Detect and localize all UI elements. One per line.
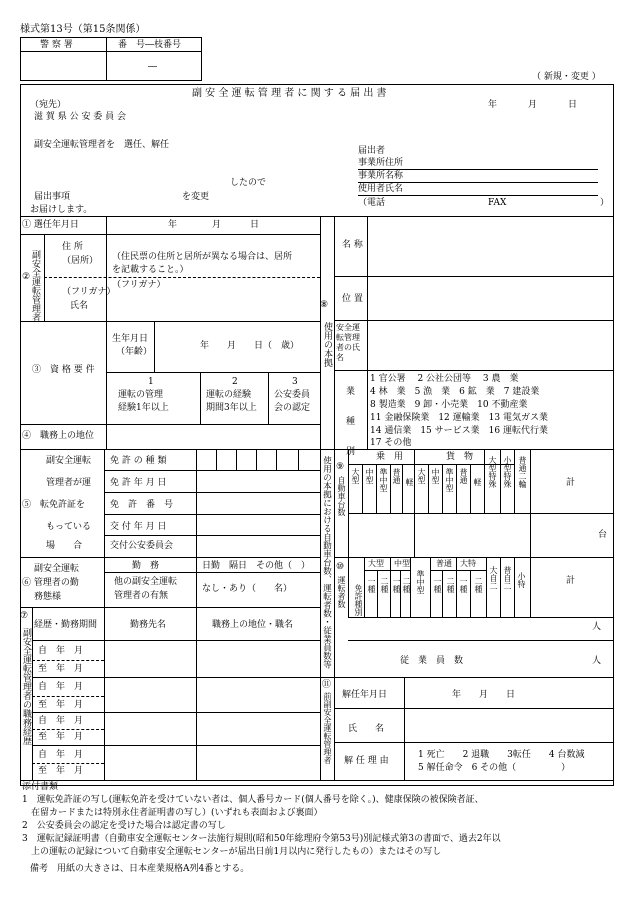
- s8-industry-line2: 4 林 業 5 漁 業 6 鉱 業 7 建設業: [370, 387, 540, 397]
- s7-r4-to: 至 年 月: [38, 766, 84, 776]
- attach-line2: 在留カードまたは特別永住者証明書の写し）(いずれも表面および裏面）: [22, 808, 323, 818]
- s9-col-passenger-light: 軽: [405, 478, 414, 486]
- s9-col-cargo-large: 大型: [417, 468, 426, 484]
- s2-name-label: 氏名: [70, 301, 89, 311]
- s2-furigana-value: （フリガナ）: [112, 280, 166, 290]
- s6-other-value: なし・あり（ 名）: [202, 584, 293, 594]
- s3-q2-number: 2: [232, 377, 238, 387]
- s3-q3-number: 3: [292, 377, 298, 387]
- s9-col-motorcycle: 普通二輪: [518, 456, 527, 488]
- s5-label-4: もっている: [46, 522, 92, 532]
- s8-industry-label: 業 種 別: [344, 386, 354, 461]
- s9-col-cargo-medium: 中型: [431, 468, 440, 484]
- s9-col-cargo-ordinary: 普通: [459, 468, 468, 484]
- applicant-title: 届出者: [358, 146, 386, 156]
- s5-label-3: ⑤ 転免許証を: [22, 500, 86, 510]
- s11-number: ⑪: [322, 680, 332, 690]
- s7-header-period: 経歴・勤務期間: [34, 620, 98, 630]
- s5-row-number: 免 許 番 号: [110, 500, 174, 510]
- s9-col-cargo-semi: 準中型: [445, 468, 454, 492]
- intro-items: 届出事項: [34, 192, 71, 202]
- s6-other-label-1: 他の副安全運転: [114, 577, 178, 587]
- s8-industry-line1: 1 官公署 2 公社公団等 3 農 業: [370, 374, 519, 384]
- s3-q1-line2: 経験1年以上: [118, 403, 169, 413]
- s10-unit: 人: [592, 622, 602, 632]
- s9-total-label: 計: [566, 478, 576, 488]
- s8-industry-line4: 11 金融保険業 12 運輸業 13 電気ガス業: [370, 413, 548, 423]
- attach-line1: 1 運転免許証の写し(運転免許を受けていない者は、個人番号カード(個人番号を除く。)、健康保険の被保険者証、: [22, 795, 484, 805]
- s10-large-motorcycle: 大自二: [489, 566, 498, 590]
- s1-label: ① 選任年月日: [22, 220, 79, 230]
- s1-year: 年: [168, 220, 178, 230]
- form-title: 副 安 全 運 転 管 理 者 に 関 す る 届 出 書: [192, 88, 387, 99]
- s10-large-special-2: 二種: [474, 577, 483, 593]
- s3-q2-line1: 運転の経験: [206, 390, 252, 400]
- s5-row-issue-date: 交 付 年 月 日: [110, 522, 167, 532]
- s2-number: ②: [22, 272, 31, 282]
- s2-kyosho-label: （居所）: [62, 256, 99, 266]
- s4-label: ④ 職務上の地位: [22, 431, 95, 441]
- s7-number: ⑦: [20, 611, 29, 621]
- s10-vertical-label: 運転者数: [337, 576, 346, 608]
- s3-birth-label2: （年齢）: [116, 347, 153, 357]
- s3-q1-number: 1: [148, 377, 154, 387]
- s3-q2-line2: 期間3年以上: [206, 403, 257, 413]
- police-station-label: 警 察 署: [40, 40, 73, 50]
- s10-semi-medium: 準中型: [416, 570, 425, 594]
- s6-kinmu-value: 日勤 隔日 その他（ ）: [202, 561, 311, 571]
- s11-reason-line2: 5 解任命令 6 その他（ ）: [418, 763, 571, 773]
- s10-group-medium: 中型: [394, 559, 410, 568]
- s10-ordinary-motorcycle: 普自二: [503, 566, 512, 590]
- s3-q3-line1: 公安委員: [274, 390, 311, 400]
- applicant-company: 事業所名称: [358, 171, 598, 183]
- s9-col-large-special: 大型特殊: [488, 456, 497, 488]
- s5-label-5: 場 合: [46, 541, 83, 551]
- s7-vertical-label: 副安全運転管理者の職務経歴: [21, 628, 31, 745]
- s7-r2-to: 至 年 月: [38, 700, 84, 710]
- s8-industry-line5: 14 通信業 15 サービス業 16 運転代行業: [370, 426, 548, 436]
- intro-notify: お届けします。: [30, 205, 93, 215]
- number-dash: ―: [148, 62, 157, 72]
- attach-line5: 上の運転の記録について自動車安全運転センターが届出日前1月以内に発行したもの）またはその写し: [22, 847, 442, 857]
- s1-day: 日: [250, 220, 260, 230]
- addressee-name: 滋 賀 県 公 安 委 員 会: [34, 112, 127, 122]
- s10-small-special: 小特: [517, 572, 526, 588]
- s10-group-large-special: 大特: [460, 559, 476, 568]
- s3-q3-line2: 会の認定: [274, 403, 311, 413]
- s6-label-1: 副安全運転: [34, 564, 80, 574]
- footnote: 備考 用紙の大きさは、日本産業規格A列4番とする。: [30, 864, 250, 874]
- s5-row-type: 免 許 の 種 類: [110, 456, 167, 466]
- form-number: 様式第13号（第15条関係）: [20, 24, 146, 35]
- s9-vehicle-label: 自動車台数: [337, 476, 346, 516]
- s9-vertical-label: 使用の本拠における自動車台数、運転者数・従業員数等: [321, 456, 332, 669]
- attach-line3: 2 公安委員会の認定を受けた場合は認定書の写し: [22, 821, 226, 831]
- intro-appoint: 副安全運転管理者を 選任、解任: [34, 140, 170, 150]
- s9-col-passenger-medium: 中型: [365, 468, 374, 484]
- s11-date-label: 解任年月日: [342, 690, 388, 700]
- s9-col-passenger-large: 大型: [351, 468, 360, 484]
- s2-note2: を記載すること。）: [112, 265, 189, 275]
- s7-r1-from: 自 年 月: [38, 646, 84, 656]
- s10-large-2: 二種: [380, 577, 389, 593]
- intro-since: したので: [230, 178, 267, 188]
- s7-r3-to: 至 年 月: [38, 732, 84, 742]
- s7-r4-from: 自 年 月: [38, 750, 84, 760]
- s10-large-special-1: 一種: [459, 577, 468, 593]
- s9-number: ⑨: [336, 462, 345, 472]
- s8-location-label: 位 置: [342, 294, 363, 304]
- s9-col-small-special: 小型特殊: [503, 456, 512, 488]
- s8-industry-line6: 17 その他: [370, 438, 412, 448]
- s8-industry-line3: 8 製造業 9 卸・小売業 10 不動産業: [370, 400, 528, 410]
- s11-date-value: 年 月 日: [452, 690, 516, 700]
- s5-label-1: 副安全運転: [46, 456, 92, 466]
- s10-medium-2: 二種: [402, 577, 411, 593]
- s10-employees-label: 従 業 員 数: [400, 656, 464, 666]
- s10-group-large: 大型: [368, 559, 384, 568]
- addressee-label: （宛先）: [30, 100, 67, 110]
- s10-number: ⑩: [336, 562, 345, 572]
- s11-name-label: 氏 名: [348, 724, 385, 734]
- s9-col-passenger-semi: 準中型: [379, 468, 388, 492]
- intro-change: を変更: [182, 192, 210, 202]
- s10-ordinary-1: 一種: [433, 577, 442, 593]
- s7-r1-to: 至 年 月: [38, 664, 84, 674]
- s7-r3-from: 自 年 月: [38, 716, 84, 726]
- s11-reason-line1: 1 死亡 2 退職 3転任 4 台数減: [418, 750, 585, 760]
- s6-label-2: ⑥ 管理者の勤: [22, 578, 79, 588]
- s8-manager-label: 安全運転管理者の氏名: [336, 323, 360, 362]
- date-day: 日: [568, 100, 578, 110]
- new-change-label: （ 新規・変更 ）: [532, 72, 601, 82]
- s2-note1: （住民票の住所と居所が異なる場合は、居所: [112, 252, 293, 262]
- s10-ordinary-2: 二種: [446, 577, 455, 593]
- s8-number: ⑧: [320, 300, 329, 310]
- s6-kinmu-label: 勤 務: [132, 561, 160, 571]
- s3-q1-line1: 運転の管理: [118, 390, 164, 400]
- s5-row-date: 免 許 年 月 日: [110, 478, 167, 488]
- s9-col-passenger-ordinary: 普通: [392, 468, 401, 484]
- s5-label-2: 管理者が運: [46, 478, 92, 488]
- applicant-close: ）: [600, 198, 610, 208]
- date-year: 年: [488, 100, 498, 110]
- s3-birth-value: 年 月 日（ 歳）: [200, 341, 300, 351]
- s8-name-label: 名 称: [342, 240, 363, 250]
- s2-address-label: 住 所: [62, 242, 83, 252]
- s1-month: 月: [212, 220, 222, 230]
- s2-furigana-label: （フリガナ）: [62, 287, 116, 297]
- s11-vertical-label: 前副安全運転管理者: [323, 692, 332, 764]
- s10-licence-label: 免許種別: [354, 584, 363, 616]
- s7-r2-from: 自 年 月: [38, 682, 84, 692]
- applicant-user: 使用者氏名: [358, 184, 598, 196]
- applicant-address: 事業所住所: [358, 158, 598, 170]
- s9-unit: 台: [598, 530, 608, 540]
- s3-birth-label1: 生年月日: [112, 334, 149, 344]
- s11-reason-label: 解 任 理 由: [344, 756, 389, 766]
- s7-header-position: 職務上の地位・職名: [212, 620, 294, 630]
- applicant-tel: （電話: [358, 198, 386, 208]
- number-label: 番 号―枝番号: [118, 40, 182, 50]
- s5-row-issuer: 交付公安委員会: [110, 541, 174, 551]
- s3-label: ③ 資 格 要 件: [32, 365, 95, 375]
- s10-employees-unit: 人: [592, 656, 602, 666]
- s9-group-cargo: 貨 物: [446, 452, 474, 462]
- applicant-fax: FAX: [488, 198, 507, 208]
- s10-large-1: 一種: [367, 577, 376, 593]
- s10-total-label: 計: [566, 576, 576, 586]
- s2-vertical-label: 副安全運転管理者: [30, 250, 40, 322]
- s10-medium-1: 一種: [392, 577, 401, 593]
- date-month: 月: [528, 100, 538, 110]
- attach-title: 添付書類: [22, 782, 59, 792]
- s6-label-3: 務態様: [34, 592, 62, 602]
- s10-group-ordinary: 普通: [436, 559, 452, 568]
- s9-group-passenger: 乗 用: [376, 452, 404, 462]
- s6-other-label-2: 管理者の有無: [114, 591, 169, 601]
- s7-header-company: 勤務先名: [130, 620, 167, 630]
- s9-col-cargo-light: 軽: [473, 478, 482, 486]
- attach-line4: 3 運転記録証明書（自動車安全運転センター法施行規則(昭和50年総理府令第53号)別記様式第3の書面で、過去2年以: [22, 834, 501, 844]
- s8-vertical-label: 使用の本拠: [322, 322, 332, 367]
